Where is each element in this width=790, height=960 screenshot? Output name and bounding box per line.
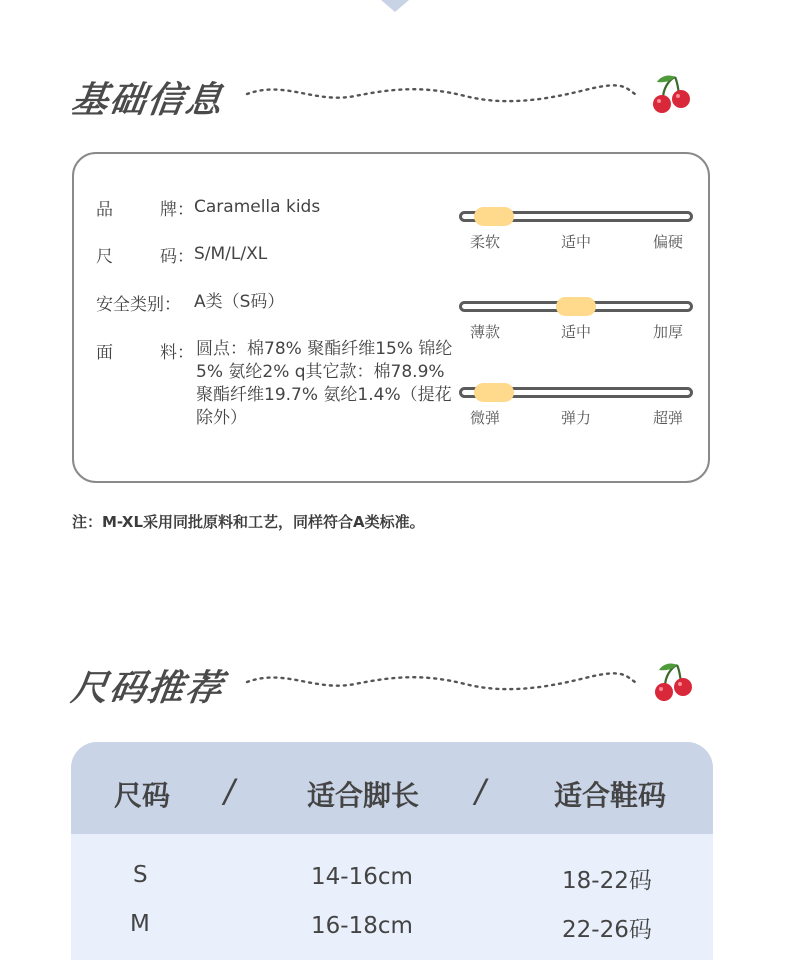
spec-value-size: S/M/L/XL [194, 244, 268, 264]
header-shoe-size: 适合鞋码 [554, 779, 667, 812]
header-separator: / [475, 772, 486, 810]
section-title-basic-info: 基础信息 [68, 80, 227, 121]
cell-size: M [130, 911, 150, 937]
wave-divider [245, 82, 640, 106]
spec-row-brand [96, 195, 320, 220]
slider-label-mid: 弹力 [561, 409, 592, 427]
slider-label-low: 柔软 [470, 233, 501, 251]
slider-knob [474, 383, 514, 402]
spec-value-safety: A类（S码） [194, 292, 285, 312]
cell-foot-length: 16-18cm [311, 913, 413, 939]
spec-value-fabric: 圆点：棉78% 聚酯纤维15% 锦纶5% 氨纶2% q其它款：棉78.9% 聚酯纤维19.7% 氨纶1.4%（提花除外） [196, 339, 453, 428]
spec-key-safety [96, 290, 194, 315]
cell-foot-length: 14-16cm [311, 864, 413, 890]
slider-label-mid: 适中 [561, 323, 592, 341]
cherry-icon [647, 662, 695, 702]
slider-knob [474, 207, 514, 226]
spec-key-brand [96, 195, 194, 220]
spec-row-safety [96, 290, 284, 315]
cell-shoe-size: 18-22码 [562, 868, 652, 894]
spec-key-char: 尺 [96, 247, 113, 267]
spec-key-char: 料： [160, 343, 194, 363]
slider-knob [556, 297, 596, 316]
header-separator: / [224, 772, 235, 810]
spec-key-char: 安全类别： [96, 295, 181, 315]
slider-label-low: 微弹 [470, 409, 501, 427]
cherry-icon [645, 74, 693, 114]
spec-value-brand: Caramella kids [194, 197, 321, 217]
header-size: 尺码 [114, 779, 171, 812]
wave-divider [245, 670, 640, 694]
spec-key-char: 品 [96, 200, 113, 220]
cell-size: S [133, 862, 148, 888]
footnote: 注：M-XL采用同批原料和工艺，同样符合A类标准。 [72, 513, 425, 531]
size-table [71, 742, 713, 960]
spec-row-size [96, 242, 267, 267]
spec-key-char: 面 [96, 343, 113, 363]
slider-label-high: 超弹 [653, 409, 684, 427]
top-notch-decoration [381, 0, 409, 12]
slider-label-mid: 适中 [561, 233, 592, 251]
table-header [71, 742, 713, 834]
slider-label-high: 偏硬 [653, 233, 684, 251]
header-foot-length: 适合脚长 [307, 779, 420, 812]
spec-row-fabric [96, 338, 194, 363]
spec-key-size [96, 242, 194, 267]
spec-key-fabric [96, 338, 194, 363]
slider-label-low: 薄款 [470, 323, 501, 341]
slider-label-high: 加厚 [653, 323, 684, 341]
spec-key-char: 牌： [160, 200, 194, 220]
cell-shoe-size: 22-26码 [562, 917, 652, 943]
spec-key-char: 码： [160, 247, 194, 267]
section-title-size-rec: 尺码推荐 [68, 668, 227, 709]
